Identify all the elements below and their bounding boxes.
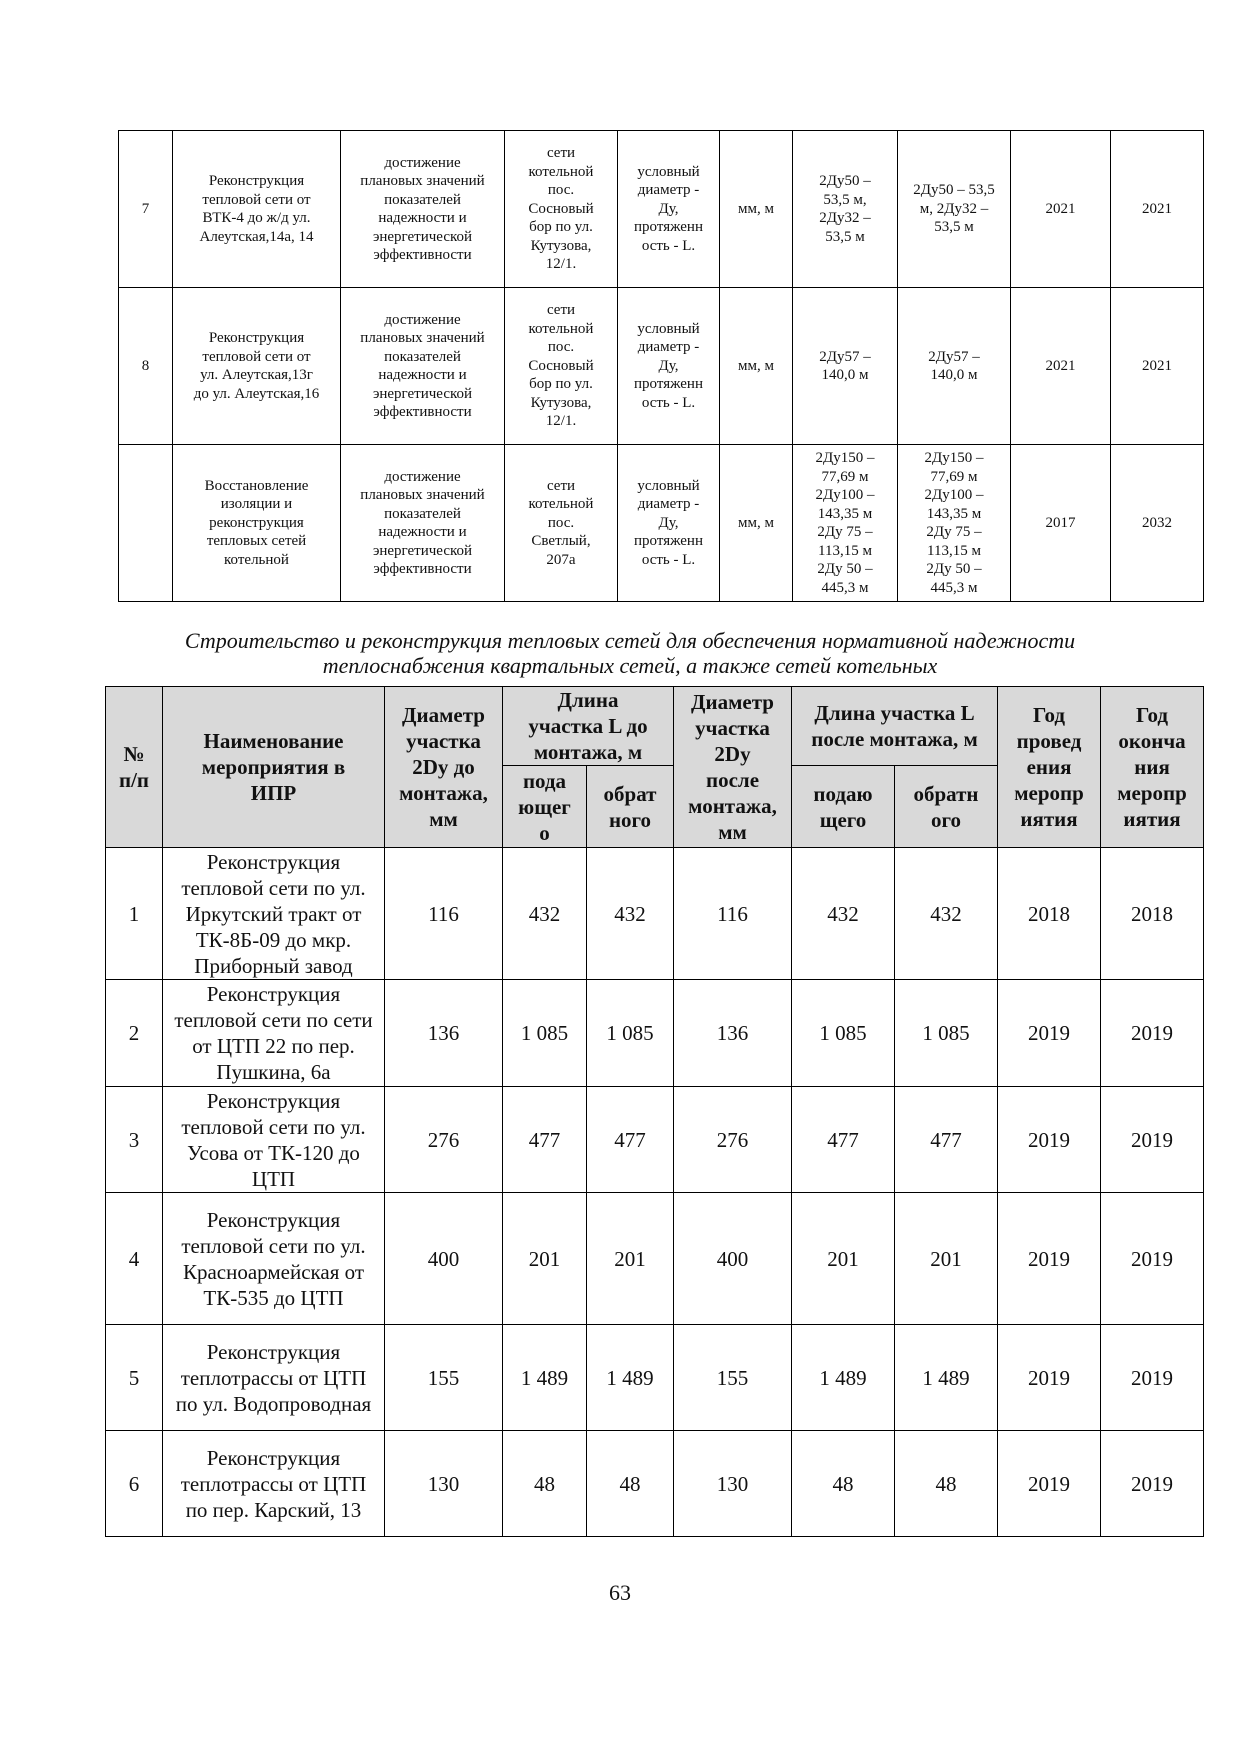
activity-location: сети котельной пос. Светлый, 207а xyxy=(505,445,618,602)
return-after: 1 489 xyxy=(895,1325,998,1431)
diameter-after: 130 xyxy=(674,1431,792,1537)
header-supply-after: подаю щего xyxy=(792,766,895,848)
year-end: 2021 xyxy=(1111,131,1204,288)
year-start: 2021 xyxy=(1011,288,1111,445)
activity-name: Реконструкция тепловой сети от ул. Алеутская,13г до ул. Алеутская,16 xyxy=(173,288,341,445)
return-after: 477 xyxy=(895,1087,998,1193)
supply-before: 432 xyxy=(503,848,587,980)
activity-name: Реконструкция тепловой сети от ВТК-4 до ж/д ул. Алеутская,14а, 14 xyxy=(173,131,341,288)
return-before: 1 085 xyxy=(587,980,674,1087)
return-before: 48 xyxy=(587,1431,674,1537)
diameter-before: 400 xyxy=(385,1193,503,1325)
table-row xyxy=(119,445,1204,602)
activity-unit: мм, м xyxy=(720,445,793,602)
table-row xyxy=(106,1431,1204,1537)
activity-location: сети котельной пос. Сосновый бор по ул. Кутузова, 12/1. xyxy=(505,131,618,288)
return-before: 1 489 xyxy=(587,1325,674,1431)
row-number xyxy=(119,445,173,602)
diameter-after: 400 xyxy=(674,1193,792,1325)
diameter-after: 116 xyxy=(674,848,792,980)
year-start: 2019 xyxy=(998,1087,1101,1193)
value-after: 2Ду50 – 53,5 м, 2Ду32 – 53,5 м xyxy=(898,131,1011,288)
activity-name: Реконструкция тепловой сети по ул. Усова от ТК-120 до ЦТП xyxy=(163,1087,385,1193)
table-row xyxy=(106,1325,1204,1431)
row-number: 3 xyxy=(106,1087,163,1193)
supply-before: 1 489 xyxy=(503,1325,587,1431)
header-number: № п/п xyxy=(106,687,163,848)
supply-after: 201 xyxy=(792,1193,895,1325)
activity-name: Реконструкция теплотрассы от ЦТП по ул. Водопроводная xyxy=(163,1325,385,1431)
activity-indicator: условный диаметр - Ду, протяженн ость - L. xyxy=(618,131,720,288)
year-end: 2019 xyxy=(1101,1087,1204,1193)
supply-before: 477 xyxy=(503,1087,587,1193)
diameter-before: 136 xyxy=(385,980,503,1087)
row-number: 1 xyxy=(106,848,163,980)
activity-goal: достижение плановых значений показателей надежности и энергетической эффективности xyxy=(341,131,505,288)
diameter-after: 155 xyxy=(674,1325,792,1431)
activity-unit: мм, м xyxy=(720,288,793,445)
header-return-before: обрат ного xyxy=(587,766,674,848)
table-row xyxy=(119,288,1204,445)
header-name: Наименование мероприятия в ИПР xyxy=(163,687,385,848)
header-diameter-after: Диаметр участка 2Dу после монтажа, мм xyxy=(674,687,792,848)
year-start: 2021 xyxy=(1011,131,1111,288)
year-start: 2018 xyxy=(998,848,1101,980)
value-before: 2Ду50 – 53,5 м, 2Ду32 – 53,5 м xyxy=(793,131,898,288)
return-before: 432 xyxy=(587,848,674,980)
activity-goal: достижение плановых значений показателей надежности и энергетической эффективности xyxy=(341,288,505,445)
return-after: 1 085 xyxy=(895,980,998,1087)
value-before: 2Ду150 – 77,69 м 2Ду100 – 143,35 м 2Ду 75 – 113,15 м 2Ду 50 – 445,3 м xyxy=(793,445,898,602)
row-number: 5 xyxy=(106,1325,163,1431)
activity-name: Реконструкция теплотрассы от ЦТП по пер. Карский, 13 xyxy=(163,1431,385,1537)
page-number: 63 xyxy=(609,1580,631,1605)
diameter-before: 276 xyxy=(385,1087,503,1193)
supply-before: 1 085 xyxy=(503,980,587,1087)
header-year-end: Год оконча ния меропр иятия xyxy=(1101,687,1204,848)
supply-after: 432 xyxy=(792,848,895,980)
header-return-after: обратн ого xyxy=(895,766,998,848)
table-row xyxy=(106,980,1204,1087)
activity-name: Восстановление изоляции и реконструкция тепловых сетей котельной xyxy=(173,445,341,602)
row-number: 4 xyxy=(106,1193,163,1325)
year-end: 2032 xyxy=(1111,445,1204,602)
year-end: 2021 xyxy=(1111,288,1204,445)
diameter-after: 136 xyxy=(674,980,792,1087)
activity-indicator: условный диаметр - Ду, протяженн ость - L. xyxy=(618,288,720,445)
row-number: 8 xyxy=(119,288,173,445)
supply-after: 477 xyxy=(792,1087,895,1193)
return-after: 48 xyxy=(895,1431,998,1537)
heat-network-table xyxy=(105,686,1204,1537)
continuation-table xyxy=(118,130,1204,602)
supply-before: 201 xyxy=(503,1193,587,1325)
diameter-before: 130 xyxy=(385,1431,503,1537)
return-before: 201 xyxy=(587,1193,674,1325)
year-start: 2017 xyxy=(1011,445,1111,602)
year-end: 2019 xyxy=(1101,1431,1204,1537)
year-start: 2019 xyxy=(998,1193,1101,1325)
year-start: 2019 xyxy=(998,1431,1101,1537)
table-row xyxy=(106,848,1204,980)
year-start: 2019 xyxy=(998,980,1101,1087)
value-after: 2Ду57 – 140,0 м xyxy=(898,288,1011,445)
supply-after: 1 489 xyxy=(792,1325,895,1431)
supply-after: 48 xyxy=(792,1431,895,1537)
return-after: 432 xyxy=(895,848,998,980)
year-end: 2018 xyxy=(1101,848,1204,980)
row-number: 2 xyxy=(106,980,163,1087)
value-before: 2Ду57 – 140,0 м xyxy=(793,288,898,445)
activity-goal: достижение плановых значений показателей надежности и энергетической эффективности xyxy=(341,445,505,602)
header-diameter-before: Диаметр участка 2Dу до монтажа, мм xyxy=(385,687,503,848)
table-row xyxy=(106,1193,1204,1325)
diameter-after: 276 xyxy=(674,1087,792,1193)
table-row xyxy=(106,1087,1204,1193)
return-before: 477 xyxy=(587,1087,674,1193)
header-length-before: Длина участка L до монтажа, м xyxy=(503,687,674,766)
header-year-start: Год провед ения меропр иятия xyxy=(998,687,1101,848)
activity-name: Реконструкция тепловой сети по сети от ЦТП 22 по пер. Пушкина, 6а xyxy=(163,980,385,1087)
year-end: 2019 xyxy=(1101,1193,1204,1325)
table-caption: Строительство и реконструкция тепловых сетей для обеспечения нормативной надежности теплоснабжения квартальных сетей, а также сетей котельных xyxy=(184,628,1076,678)
year-start: 2019 xyxy=(998,1325,1101,1431)
activity-name: Реконструкция тепловой сети по ул. Красноармейская от ТК-535 до ЦТП xyxy=(163,1193,385,1325)
header-length-after: Длина участка L после монтажа, м xyxy=(792,687,998,766)
year-end: 2019 xyxy=(1101,1325,1204,1431)
diameter-before: 155 xyxy=(385,1325,503,1431)
table-row xyxy=(119,131,1204,288)
activity-unit: мм, м xyxy=(720,131,793,288)
header-supply-before: пода ющег о xyxy=(503,766,587,848)
activity-location: сети котельной пос. Сосновый бор по ул. Кутузова, 12/1. xyxy=(505,288,618,445)
activity-name: Реконструкция тепловой сети по ул. Иркутский тракт от ТК-8Б-09 до мкр. Приборный завод xyxy=(163,848,385,980)
supply-before: 48 xyxy=(503,1431,587,1537)
value-after: 2Ду150 – 77,69 м 2Ду100 – 143,35 м 2Ду 75 – 113,15 м 2Ду 50 – 445,3 м xyxy=(898,445,1011,602)
supply-after: 1 085 xyxy=(792,980,895,1087)
activity-indicator: условный диаметр - Ду, протяженн ость - L. xyxy=(618,445,720,602)
year-end: 2019 xyxy=(1101,980,1204,1087)
row-number: 7 xyxy=(119,131,173,288)
return-after: 201 xyxy=(895,1193,998,1325)
row-number: 6 xyxy=(106,1431,163,1537)
diameter-before: 116 xyxy=(385,848,503,980)
